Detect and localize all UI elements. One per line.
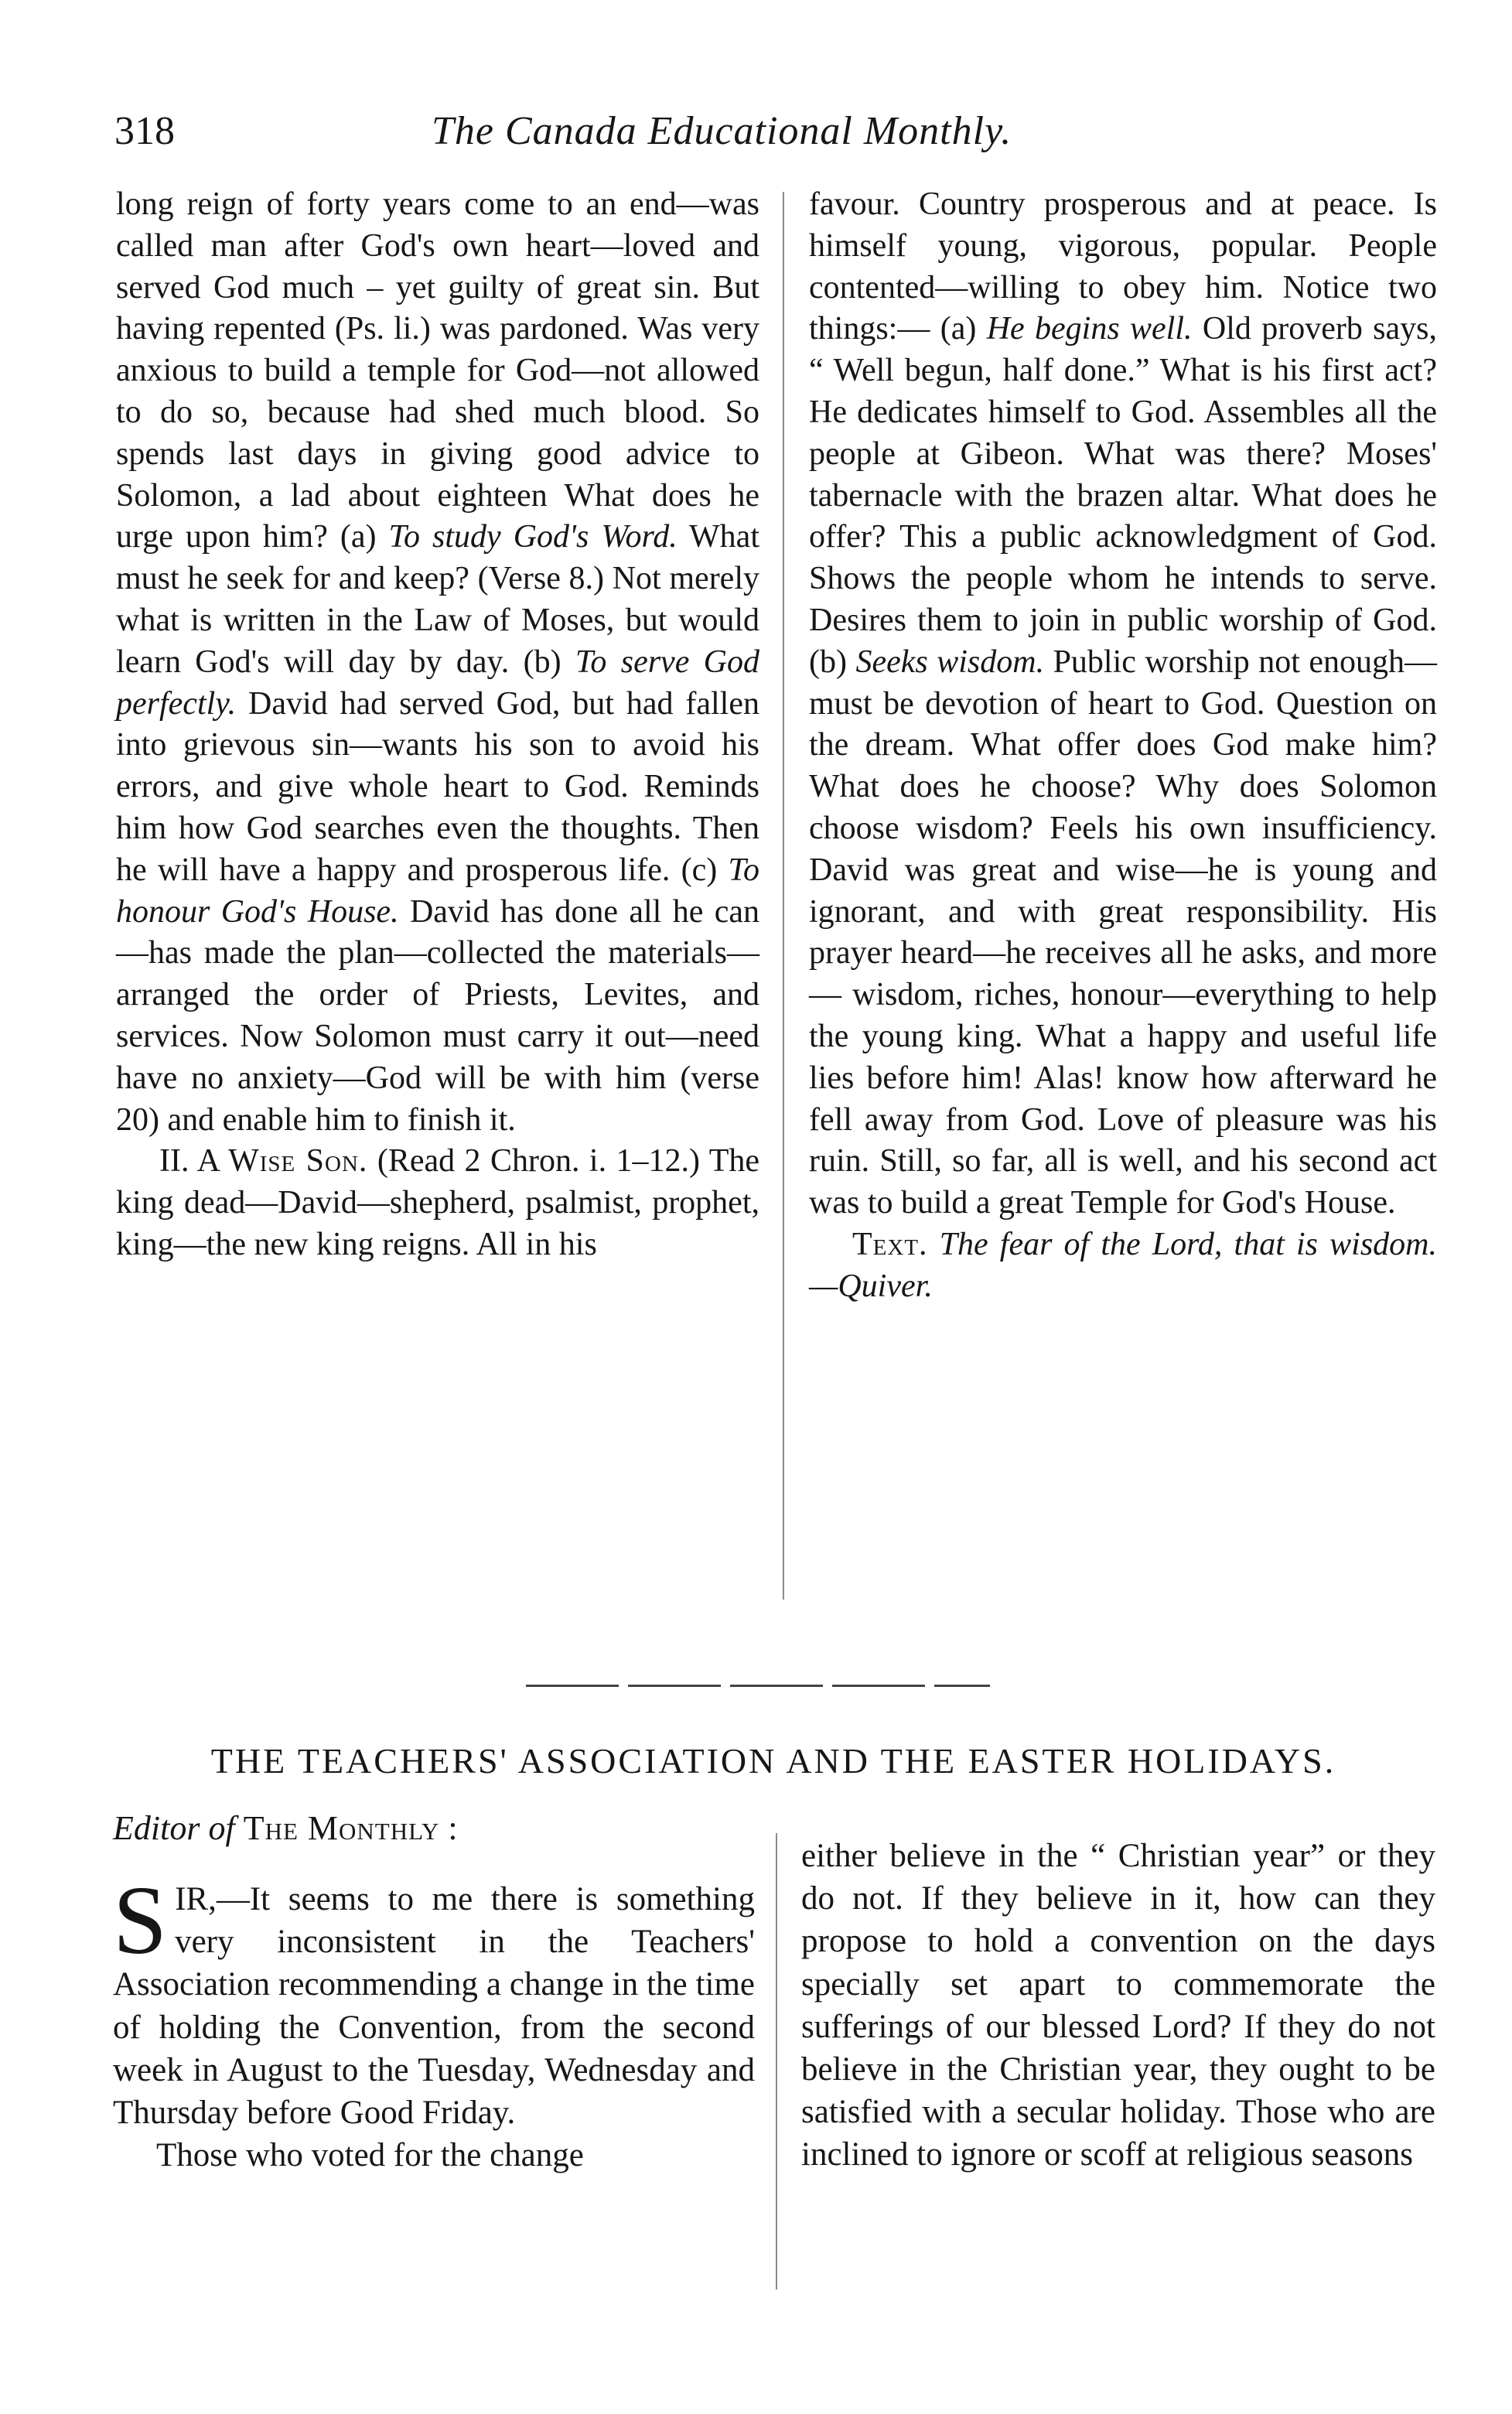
section-separator bbox=[526, 1685, 990, 1687]
text-label: Text. bbox=[852, 1226, 928, 1262]
column-divider bbox=[776, 1833, 777, 2289]
text-run: long reign of forty years come to an end—was called man after God's own heart—loved and served God much – yet guilty of great sin. But having repented (Ps. li.) was pardoned. Was very anxious to build a temple for God—not allowed to do so, because had shed much blood. So spends last days in giving good advice to Solomon, a lad about eighteen What does he urge upon him? bbox=[116, 186, 759, 555]
text-run: What must he seek for and keep? (Verse 8.) Not merely what is written in the Law of Moses, but would learn God's will day by day. bbox=[116, 519, 759, 680]
article-paragraph-1 bbox=[113, 1867, 755, 2134]
page-number: 318 bbox=[114, 109, 175, 153]
text-run: David has done all he can—has made the plan—collected the materials—arranged the order of Priests, Levites, and services. Now Solomon must carry it out—need have no anxiety—God will be with him (verse 20) and enable him to finish it. bbox=[116, 893, 759, 1138]
point-heading: Seeks wisdom. bbox=[855, 644, 1045, 680]
point-heading: He begins well. bbox=[986, 311, 1193, 347]
lesson-column-left bbox=[116, 184, 759, 1266]
point-heading: To honour God's House. bbox=[116, 852, 759, 930]
salutation-title: The Monthly bbox=[243, 1809, 440, 1847]
point-heading: To study God's Word. bbox=[388, 519, 677, 555]
text-run: (b) bbox=[523, 644, 575, 680]
text-run: favour. Country prosperous and at peace. Is himself young, vigorous, popular. People contented—willing to obey him. Notice two things:— bbox=[809, 186, 1437, 347]
article-column-left bbox=[113, 1867, 755, 2177]
article-paragraph-2: Those who voted for the change bbox=[156, 2137, 584, 2174]
journal-title: The Canada Educational Monthly. bbox=[432, 109, 1012, 153]
point-heading: To serve God perfectly. bbox=[116, 644, 760, 722]
section-number: II. A bbox=[159, 1143, 229, 1180]
salutation-end: : bbox=[439, 1809, 458, 1847]
text-run: (Read 2 Chron. i. 1–12.) The king dead—David—shepherd, psalmist, prophet, king—the new king reigns. All in his bbox=[116, 1143, 760, 1262]
text-quote: The fear of the Lord, that is wisdom.—Quiver. bbox=[809, 1226, 1437, 1304]
article-heading: THE TEACHERS' ASSOCIATION AND THE EASTER HOLIDAYS. bbox=[210, 1741, 1336, 1781]
salutation bbox=[113, 1808, 458, 1848]
column-divider bbox=[783, 192, 784, 1600]
salutation-italic: Editor of bbox=[113, 1809, 235, 1847]
article-column-right bbox=[801, 1835, 1435, 2177]
text-run: IR,—It seems to me there is something very inconsistent in the Teachers' Association recommending a change in the time of holding the Convention, from the second week in August to the Tuesday, Wednesday and Thursday before Good Friday. bbox=[113, 1881, 755, 2132]
text-run: Public worship not enough—must be devotion of heart to God. Question on the dream. What offer does God make him? What does he choose? Why does Solomon choose wisdom? Feels his own insufficiency. David was great and wise—he is young and ignorant, and with great responsibility. His prayer heard—he receives all he asks, and more — wisdom, riches, honour—everything to help the young king. What a happy and useful life lies before him! Alas! know how afterward he fell away from God. Love of pleasure was his ruin. Still, so far, all is well, and his second act was to build a great Temple for God's House. bbox=[809, 644, 1438, 1221]
section-heading: Wise Son. bbox=[228, 1143, 368, 1180]
text-run: (a) bbox=[940, 311, 987, 347]
text-run: (c) bbox=[681, 852, 729, 888]
article-paragraph-3: either believe in the “ Christian year” or they do not. If they believe in it, how can they propose to hold a convention on the days specially set apart to commemorate the sufferings of our blessed Lord? If they do not believe in the Christian year, they ought to be satisfied with a secular holiday. Those who are inclined to ignore or scoff at religious seasons bbox=[801, 1838, 1435, 2173]
text-run: (b) bbox=[809, 644, 856, 680]
text-run: (a) bbox=[340, 519, 389, 555]
lesson-paragraph-1 bbox=[116, 184, 759, 1141]
drop-cap: S bbox=[113, 1867, 168, 1975]
lesson-paragraph-3 bbox=[809, 184, 1437, 1224]
lesson-column-right bbox=[809, 184, 1437, 1308]
text-run: David had served God, but had fallen into grievous sin—wants his son to avoid his errors, and give whole heart to God. Reminds him how God searches even the thoughts. Then he will have a happy and prosperous life. bbox=[116, 685, 759, 888]
running-head bbox=[114, 108, 1429, 170]
lesson-text bbox=[809, 1224, 1437, 1308]
lesson-paragraph-2 bbox=[116, 1141, 759, 1265]
text-run: Old proverb says, “ Well begun, half done.” What is his first act? He dedicates himself to God. Assembles all the people at Gibeon. What was there? Moses' tabernacle with the brazen altar. What does he offer? This a public acknowledgment of God. Shows the people whom he intends to serve. Desires them to join in public worship of God. bbox=[809, 311, 1438, 638]
